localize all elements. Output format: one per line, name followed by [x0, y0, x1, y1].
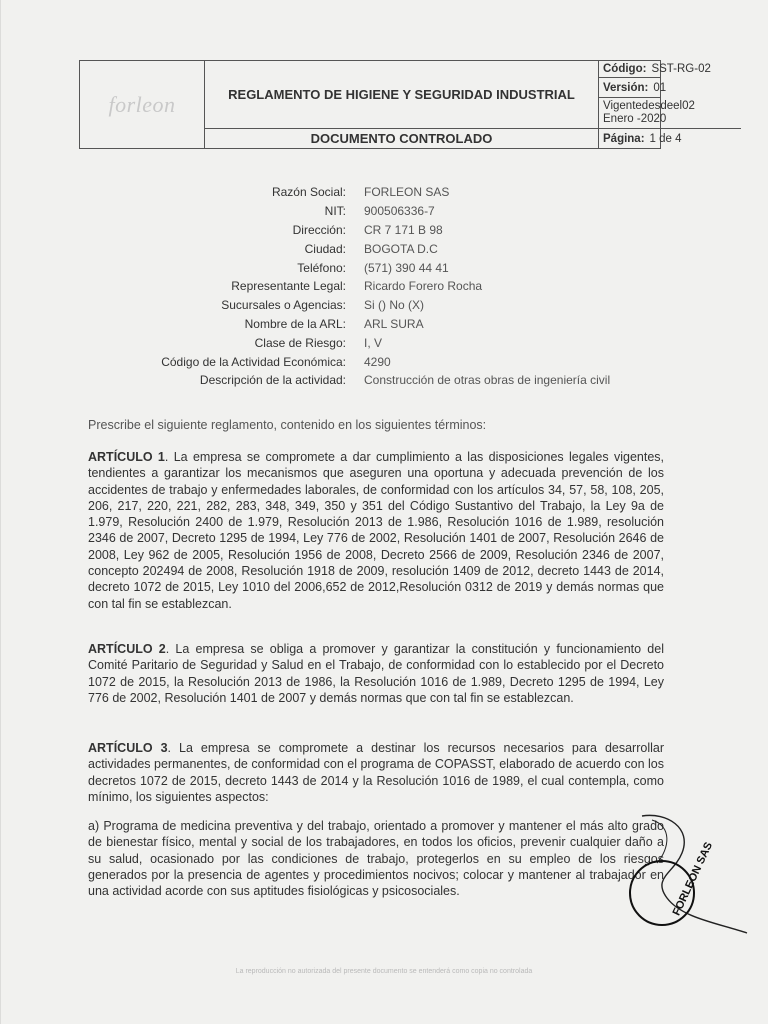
- info-label: Razón Social:: [271, 185, 346, 200]
- info-value: Ricardo Forero Rocha: [364, 279, 483, 294]
- info-value: ARL SURA: [364, 316, 424, 331]
- version-label: Versión:: [603, 81, 649, 94]
- info-row: [100, 315, 660, 334]
- valid-word-1: Vigente: [603, 100, 642, 112]
- info-row: [100, 371, 660, 390]
- article-1-label: ARTÍCULO 1: [88, 450, 165, 464]
- article-2-text: . La empresa se obliga a promover y garantizar la constitución y funcionamiento del Comité Paritario de Seguridad y Salud en el Trabajo, de conformidad con lo establecido por el Decreto 1072 de 2015, la Resolución 2013 de 1986, la Resolución 1016 de 1.989, Decreto 1295 de 1994, Ley 776 de 2002, Resolución 1401 de 2007 y demás normas que con tal fin se establezcan.: [88, 642, 664, 705]
- info-label: Teléfono:: [297, 260, 346, 275]
- code-cell: [599, 61, 711, 78]
- article-3-item-a: a) Programa de medicina preventiva y del trabajo, orientado a promover y mantener el más alto grado de bienestar físico, mental y social de los trabajadores, en todos los oficios, prevenir cualquier daño a su salud, ocasionado por las condiciones de trabajo, protegerlos en su empleo de los riesgos generados por la presencia de agentes y procedimientos nocivos; colocar y mantener al trabajador en una actividad acorde con sus aptitudes fisiológicas y psicosociales.: [88, 819, 664, 899]
- article-1: [88, 449, 664, 612]
- stamp-text: FORLEON SAS: [670, 840, 716, 918]
- info-value: 900506336-7: [364, 204, 435, 219]
- page-label: Página:: [603, 132, 645, 145]
- info-label: NIT:: [324, 204, 346, 219]
- company-info: [100, 183, 660, 390]
- info-label: Descripción de la actividad:: [199, 373, 346, 388]
- document-title: REGLAMENTO DE HIGIENE Y SEGURIDAD INDUSTRIAL: [205, 61, 599, 129]
- code-label: Código:: [603, 63, 647, 75]
- info-row: [100, 296, 660, 315]
- footer-disclaimer: La reproducción no autorizada del presente documento se entenderá como copia no controlada: [235, 968, 533, 975]
- valid-from-cell: [599, 98, 741, 129]
- version-value: 01: [653, 81, 667, 94]
- info-value: 4290: [364, 354, 391, 369]
- company-logo: forleon: [108, 91, 176, 117]
- document-header-table: [79, 60, 711, 149]
- info-value: I, V: [364, 335, 383, 350]
- article-3-text: . La empresa se compromete a destinar los recursos necesarios para desarrollar actividades permanentes, de conformidad con el programa de COPASST, elaborado de acuerdo con los decretos 1072 de 2015, decreto 1443 de 2014 y la Resolución 1016 de 1989, el cual contempla, como mínimo, los siguientes aspectos:: [88, 741, 664, 804]
- info-row: [100, 239, 660, 258]
- article-2: [88, 641, 664, 706]
- company-stamp-signature: [622, 808, 752, 938]
- article-3: [88, 740, 664, 805]
- info-value: Construcción de otras obras de ingeniería civil: [364, 373, 611, 388]
- intro-paragraph: Prescribe el siguiente reglamento, contenido en los siguientes términos:: [88, 418, 487, 432]
- info-value: Si () No (X): [364, 298, 424, 313]
- code-value: SST-RG-02: [651, 63, 711, 75]
- info-row: [100, 221, 660, 240]
- info-row: [100, 258, 660, 277]
- info-value: (571) 390 44 41: [364, 260, 449, 275]
- article-3-label: ARTÍCULO 3: [88, 741, 168, 755]
- info-value: CR 7 171 B 98: [364, 222, 443, 237]
- valid-word-4: 02: [682, 100, 695, 112]
- info-row: [100, 333, 660, 352]
- valid-word-2: desde: [641, 100, 674, 112]
- info-label: Dirección:: [292, 222, 346, 237]
- article-1-text: . La empresa se compromete a dar cumplimiento a las disposiciones legales vigentes, tendientes a garantizar los mecanismos que aseguren una oportuna y adecuada prevención de los accidentes de trabajo y enfermedades laborales, de conformidad con los artículos 34, 57, 58, 108, 205, 206, 217, 220, 221, 282, 283, 348, 349, 350 y 351 del Código Sustantivo del Trabajo, la Ley 9a de 1.979, Resolución 2400 de 1.979, Resolución 2013 de 1.986, Resolución 1016 de 1.989, resolución 2346 de 2007, Decreto 1295 de 1994, Ley 776 de 2002, Resolución 1401 de 2007, Resolución 2646 de 2008, Ley 962 de 2005, Resolución 1956 de 2008, Decreto 2566 de 2009, Resolución 2346 de 2007, concepto 202494 de 2008, Resolución 1918 de 2009, resolución 1409 de 2012, decreto 1443 de 2014, decreto 1072 de 2015, Ley 1010 del 2006,652 de 2012,Resolución 0312 de 2019 y demás normas que con tal fin se establezcan.: [88, 450, 664, 611]
- info-value: FORLEON SAS: [364, 185, 450, 200]
- logo-cell: [80, 61, 205, 148]
- info-label: Representante Legal:: [231, 279, 346, 294]
- info-label: Ciudad:: [304, 241, 346, 256]
- page-cell: [599, 129, 682, 148]
- info-label: Código de la Actividad Económica:: [161, 354, 346, 369]
- valid-word-3: el: [673, 100, 683, 112]
- info-row: [100, 183, 660, 202]
- controlled-document-label: DOCUMENTO CONTROLADO: [205, 129, 599, 148]
- info-label: Nombre de la ARL:: [244, 316, 346, 331]
- signature-stroke: [652, 820, 667, 863]
- info-label: Sucursales o Agencias:: [221, 298, 346, 313]
- version-cell: [599, 78, 667, 98]
- page-number: 1 de 4: [649, 132, 682, 145]
- info-row: [100, 202, 660, 221]
- info-label: Clase de Riesgo:: [254, 335, 346, 350]
- info-row: [100, 352, 660, 371]
- info-value: BOGOTA D.C: [364, 241, 438, 256]
- article-2-label: ARTÍCULO 2: [88, 642, 166, 656]
- info-row: [100, 277, 660, 296]
- valid-from-date: Enero -2020: [603, 113, 667, 125]
